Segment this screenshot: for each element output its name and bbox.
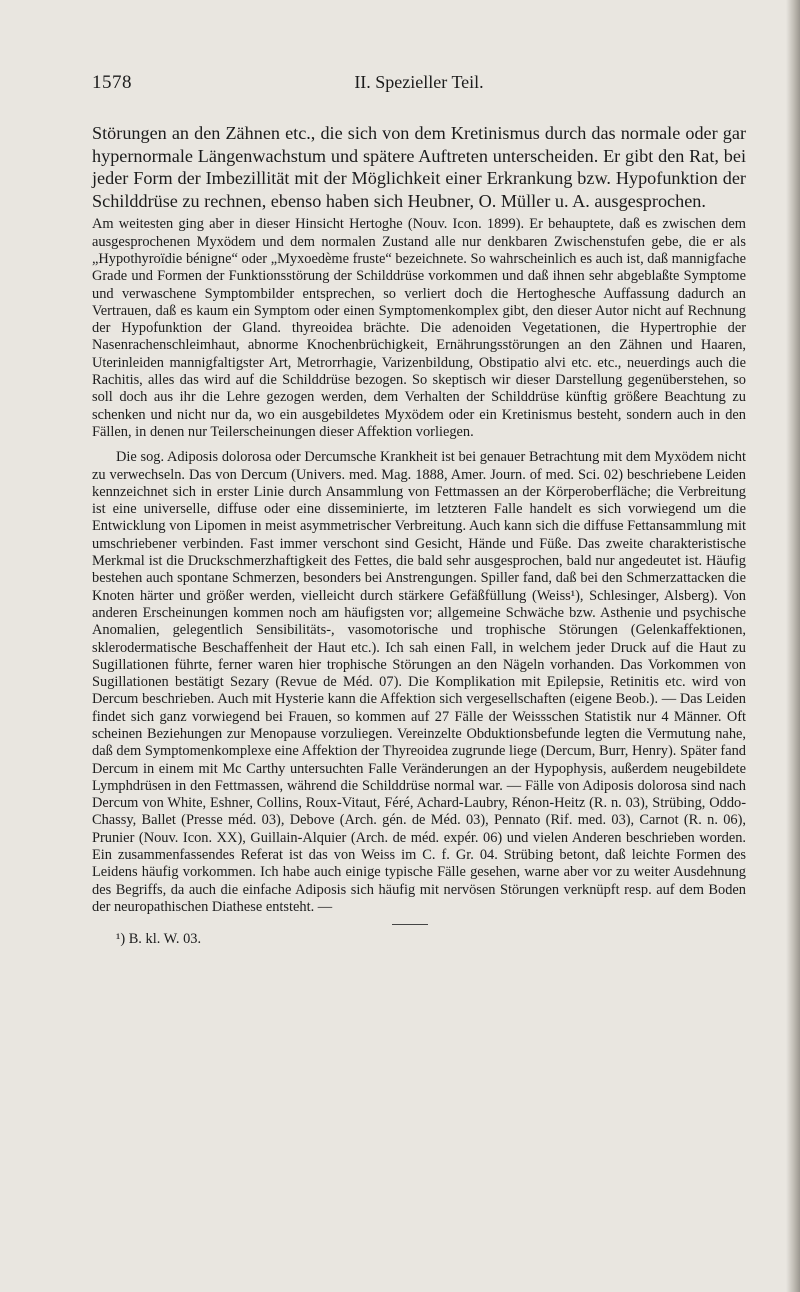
page-header bbox=[92, 72, 746, 102]
page-edge-shadow bbox=[786, 0, 800, 1292]
paragraph-adiposis-dolorosa: Die sog. Adiposis dolorosa oder Dercumsche Krankheit ist bei genauer Betrachtung mit dem Myxödem nicht zu verwechseln. Das von Dercum (Univers. med. Mag. 1888, Amer. Journ. of med. Sci. 02) beschriebene Leiden kennzeichnet sich in erster Linie durch Ansammlung von Fettmassen an der Körperoberfläche; die Verbreitung ist eine universelle, diffuse oder eine disseminierte, im letzteren Falle handelt es sich vorwiegend um die Entwicklung von Lipomen in meist asymmetrischer Verbreitung. Auch kann sich die diffuse Fettansammlung mit umschriebener verbinden. Fast immer verschont sind Gesicht, Hände und Füße. Das zweite charakteristische Merkmal ist die Druckschmerzhaftigkeit des Fettes, die bald sehr ausgesprochen, bald nur angedeutet ist. Häufig bestehen auch spontane Schmerzen, besonders bei Anstrengungen. Spiller fand, daß bei den Schmerzattacken die Knoten härter und größer werden, vielleicht durch stärkere Gefäßfüllung (Weiss¹), Schlesinger, Alsberg). Von anderen Erscheinungen kommen noch am häufigsten vor; allgemeine Schwäche bzw. Asthenie und psychische Anomalien, gelegentlich Sensibilitäts-, vasomotorische und trophische Störungen (Gelenkaffektionen, sklerodermatische Beschaffenheit der Haut etc.). Ich sah einen Fall, in welchem jeder Druck auf die Haut zu Sugillationen führte, ferner waren hier trophische Störungen an den Nägeln vorhanden. Das Vorkommen von Sugillationen bestätigt Sezary (Revue de Méd. 07). Die Komplikation mit Epilepsie, Retinitis etc. wird von Dercum beschrieben. Auch mit Hysterie kann die Affektion sich vergesellschaften (eigene Beob.). — Das Leiden findet sich ganz vorwiegend bei Frauen, so kommen auf 27 Fälle der Weissschen Statistik nur 4 Männer. Oft scheinen Beziehungen zur Menopause vorzuliegen. Vereinzelte Obduktionsbefunde legten die Vermutung nahe, daß dem Symptomenkomplexe eine Affektion der Thyreoidea zugrunde liege (Dercum, Burr, Henry). Später fand Dercum in einem mit Mc Carthy untersuchten Falle Veränderungen an der Hypophysis, außerdem neugebildete Lymphdrüsen in den Fettmassen, während die Schilddrüse normal war. — Fälle von Adiposis dolorosa sind nach Dercum von White, Eshner, Collins, Roux-Vitaut, Féré, Achard-Laubry, Rénon-Heitz (R. n. 03), Strübing, Oddo-Chassy, Ballet (Presse méd. 03), Debove (Arch. gén. de Méd. 03), Pennato (Rif. med. 03), Carnot (R. n. 06), Prunier (Nouv. Icon. XX), Guillain-Alquier (Arch. de méd. expér. 06) und vielen Anderen beschrieben worden. Ein zusammenfassendes Referat ist das von Weiss im C. f. Gr. 04. Strübing betont, daß leichte Formen des Leidens häufig vorkommen. Ich habe auch einige typische Fälle gesehen, warne aber vor zu weiter Ausdehnung des Begriffs, da auch die einfache Adiposis sich häufig mit nervösen Störungen verknüpft resp. auf dem Boden der neuropathischen Diathese entsteht. — bbox=[92, 449, 746, 915]
running-head: II. Spezieller Teil. bbox=[354, 72, 484, 92]
lead-paragraph: Störungen an den Zähnen etc., die sich von dem Kretinismus durch das normale oder gar hypernormale Längenwachstum und spätere Auftreten unterscheiden. Er gibt den Rat, bei jeder Form der Imbezillität mit der Möglichkeit einer Erkrankung bzw. Hypofunktion der Schilddrüse zu rechnen, ebenso haben sich Heubner, O. Müller u. A. ausgesprochen. bbox=[92, 123, 746, 211]
footnote-divider bbox=[392, 924, 428, 925]
page-body bbox=[92, 122, 746, 948]
footnote: ¹) B. kl. W. 03. bbox=[116, 931, 202, 948]
page-number: 1578 bbox=[92, 72, 132, 93]
paragraph-hertoghe: Am weitesten ging aber in dieser Hinsicht Hertoghe (Nouv. Icon. 1899). Er behauptete, daß es zwischen dem ausgesprochenen Myxödem und dem normalen Zustand alle nur denkbaren Zwischenstufen gebe, die er als „Hypothyroïdie bénigne“ oder „Myxoedème fruste“ bezeichnete. So wahrscheinlich es auch ist, daß mannigfache Grade und Formen der Funktionsstörung der Schilddrüse vorkommen und daß ihnen sehr abgeblaßte Symptome und verwaschene Symptombilder entsprechen, so verliert doch die Hertoghesche Auffassung dadurch an Vertrauen, daß es kaum ein Symptom oder einen Symptomenkomplex gibt, den dieser Autor nicht auf Rechnung der Hypofunktion der Gland. thyreoidea brächte. Die adenoiden Vegetationen, die Hypertrophie der Nasenrachenschleimhaut, abnorme Knochenbrüchigkeit, Ernährungsstörungen an den Zähnen und Haaren, Uterinleiden mannigfaltigster Art, Metrorrhagie, Varizenbildung, Obstipatio alvi etc. etc., neuerdings auch die Rachitis, alles das wird auf die Schilddrüse bezogen. So skeptisch wir dieser Darstellung gegenüberstehen, so soll doch aus ihr die Lehre gezogen werden, dem Verhalten der Schilddrüse künftig größere Beachtung zu schenken und nicht nur da, wo ein ausgebildetes Myxödem oder ein Kretinismus besteht, sondern auch in den Fällen, in denen nur Teilerscheinungen dieser Affektion vorliegen. bbox=[92, 216, 746, 440]
